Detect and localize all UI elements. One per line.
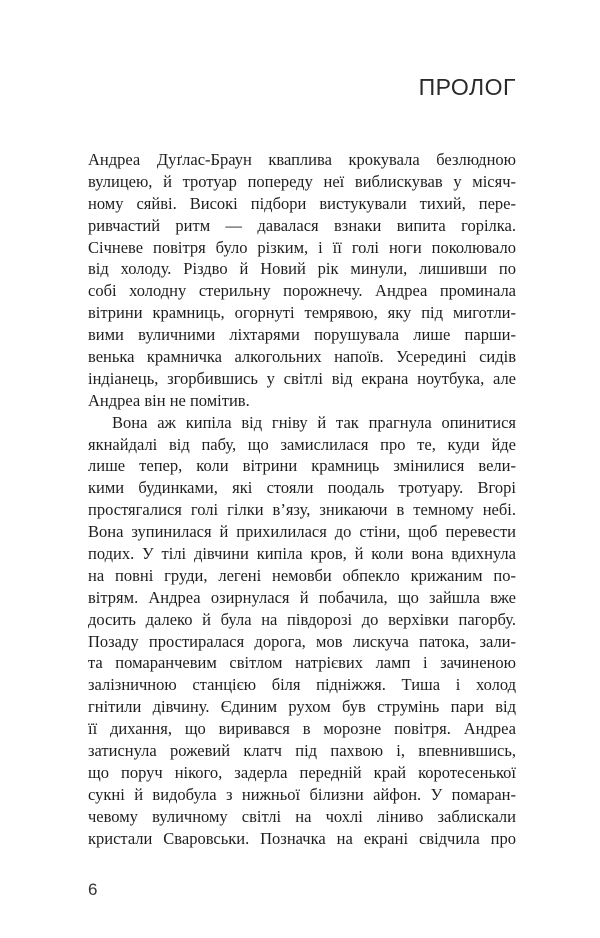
chapter-title: ПРОЛОГ bbox=[418, 74, 516, 100]
text-line: лише тепер, коли вітрини крамниць змінилися вели- bbox=[88, 456, 516, 476]
text-line: вулицею, й тротуар попереду неї виблискував у місяч- bbox=[88, 171, 516, 191]
text-line: Позаду простиралася дорога, мов лискуча патока, зали- bbox=[88, 631, 516, 651]
text-line: Січневе повітря було різким, і її голі ноги поколювало bbox=[88, 237, 516, 257]
text-line: Андреа Дуґлас-Браун кваплива крокувала безлюдною bbox=[88, 150, 516, 169]
text-line: сукні й видобула з нижньої білизни айфон. У помаран- bbox=[88, 784, 516, 804]
text-line: що поруч нікого, задерла передній край коротесенької bbox=[88, 762, 516, 782]
text-line: вими вуличними ліхтарями порушувала лише парши- bbox=[88, 325, 516, 345]
text-line: її дихання, що виривався в морозне повітря. Андреа bbox=[88, 719, 516, 739]
page-number: 6 bbox=[88, 880, 98, 899]
body-text bbox=[88, 149, 516, 850]
text-line: вітрини крамниць, огорнуті темрявою, яку під миготли- bbox=[88, 303, 516, 323]
text-line: досить далеко й була на півдорозі до верхівки пагорбу. bbox=[88, 609, 516, 629]
text-line: якнайдалі від пабу, що замислилася про те, куди йде bbox=[88, 434, 516, 454]
text-line: подих. У тілі дівчини кипіла кров, й коли вона вдихнула bbox=[88, 544, 516, 564]
text-line: ному сяйві. Високі підбори вистукували тихий, пере- bbox=[88, 193, 516, 213]
text-line: вітрям. Андреа озирнулася й побачила, що зайшла вже bbox=[88, 587, 516, 607]
text-line: Вона зупинилася й прихилилася до стіни, щоб перевести bbox=[88, 522, 516, 542]
text-line: чевому вуличному світлі на чохлі ліниво заблискали bbox=[88, 806, 516, 826]
text-line: на повні груди, легені немовби обпекло крижаним по- bbox=[88, 565, 516, 585]
text-line: індіанець, згорбившись у світлі від екрана ноутбука, але bbox=[88, 368, 516, 388]
text-line: та помаранчевим світлом натрієвих ламп і зачиненою bbox=[88, 653, 516, 673]
text-line: ривчастий ритм — давалася взнаки випита горілка. bbox=[88, 215, 516, 235]
text-line: Андреа він не помітив. bbox=[88, 390, 250, 410]
text-line: залізничною станцією біля підніжжя. Тиша і холод bbox=[88, 675, 516, 695]
text-line: затиснула рожевий клатч під пахвою і, впевнившись, bbox=[88, 741, 516, 761]
text-line: кристали Сваровськи. Позначка на екрані свідчила про bbox=[88, 828, 516, 848]
text-line: собі холодну стерильну порожнечу. Андреа проминала bbox=[88, 281, 516, 301]
text-line: венька крамничка алкогольних напоїв. Усередині сидів bbox=[88, 347, 516, 367]
text-line: від холоду. Різдво й Новий рік минули, лишивши по bbox=[88, 259, 516, 279]
text-line: кими будинками, які стояли поодаль тротуару. Вгорі bbox=[88, 478, 516, 498]
text-line: простягалися голі гілки в’язу, зникаючи в темному небі. bbox=[88, 500, 516, 520]
text-line: гнітили дівчину. Єдиним рухом був струмінь пари від bbox=[88, 697, 516, 717]
text-line: Вона аж кипіла від гніву й так прагнула опинитися bbox=[112, 412, 516, 432]
